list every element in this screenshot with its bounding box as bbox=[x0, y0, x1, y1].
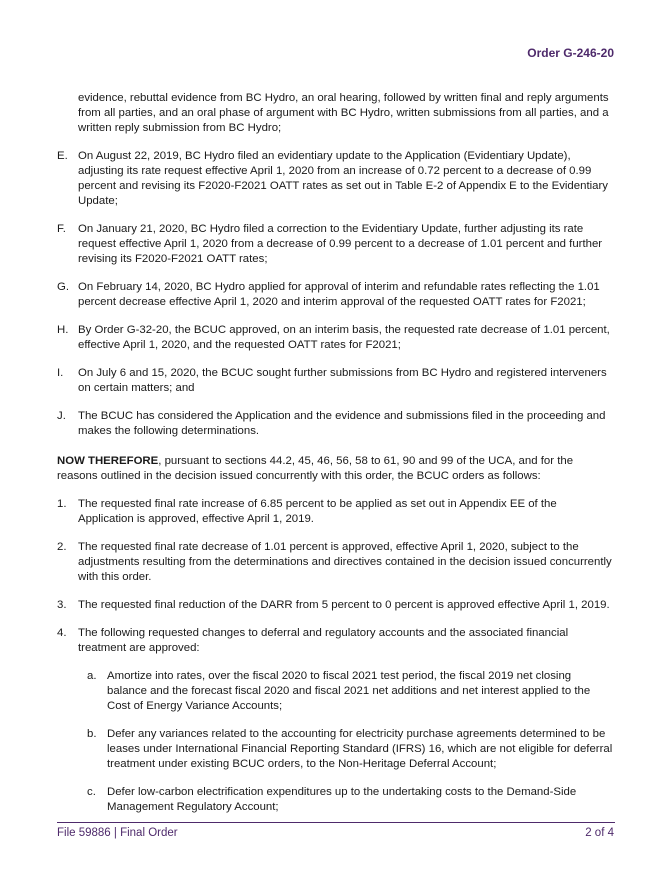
recital-text: On July 6 and 15, 2020, the BCUC sought further submissions from BC Hydro and registered interveners on certain matters; and bbox=[78, 367, 607, 394]
now-therefore-paragraph bbox=[57, 454, 614, 484]
recital-label: F. bbox=[57, 223, 66, 235]
footer-page-number: 2 of 4 bbox=[585, 827, 614, 839]
sub-order-label: a. bbox=[87, 670, 97, 682]
order-3 bbox=[57, 598, 614, 613]
recital-i bbox=[57, 366, 614, 396]
sub-order-c bbox=[57, 785, 614, 815]
recital-text: The BCUC has considered the Application and the evidence and submissions filed in the proceeding and makes the following determinations. bbox=[78, 410, 606, 437]
sub-order-b bbox=[57, 727, 614, 772]
now-therefore-lead: NOW THEREFORE bbox=[57, 455, 159, 467]
sub-order-a bbox=[57, 669, 614, 714]
order-2 bbox=[57, 540, 614, 585]
document-body bbox=[57, 91, 614, 815]
recital-text: On February 14, 2020, BC Hydro applied for approval of interim and refundable rates reflecting the 1.01 percent decrease effective April 1, 2020 and interim approval of the requested OATT rates for F2021; bbox=[78, 281, 600, 308]
recital-label: J. bbox=[57, 410, 66, 422]
sub-order-text: Amortize into rates, over the fiscal 2020 to fiscal 2021 test period, the fiscal 2019 net closing balance and the forecast fiscal 2020 and fiscal 2021 net additions and net interest applied to the Cost of Energy Variance Accounts; bbox=[107, 670, 591, 712]
order-label: 1. bbox=[57, 498, 67, 510]
recital-d-continuation: evidence, rebuttal evidence from BC Hydro, an oral hearing, followed by written final and reply arguments from all parties, and an oral phase of argument with BC Hydro, written submissions from all parties, and a written reply submission from BC Hydro; bbox=[78, 92, 609, 134]
footer-divider bbox=[57, 822, 615, 823]
sub-order-label: b. bbox=[87, 728, 97, 740]
recital-text: On August 22, 2019, BC Hydro filed an evidentiary update to the Application (Evidentiary Update), adjusting its rate request effective April 1, 2020 from an increase of 0.72 percent to a decrease of 0.99 percent and revising its F2020-F2021 OATT rates as set out in Table E-2 of Appendix E to the Evidentiary Update; bbox=[78, 150, 608, 207]
recital-label: E. bbox=[57, 150, 68, 162]
footer-file-reference: File 59886 | Final Order bbox=[57, 827, 178, 839]
now-therefore-text: , pursuant to sections 44.2, 45, 46, 56, 58 to 61, 90 and 99 of the UCA, and for the reasons outlined in the decision issued concurrently with this order, the BCUC orders as follows: bbox=[57, 455, 574, 482]
recital-f bbox=[57, 222, 614, 267]
order-text: The requested final rate increase of 6.85 percent to be applied as set out in Appendix EE of the Application is approved, effective April 1, 2019. bbox=[78, 498, 557, 525]
recital-g bbox=[57, 280, 614, 310]
order-label: 4. bbox=[57, 627, 67, 639]
order-number: Order G-246-20 bbox=[527, 46, 614, 60]
sub-order-text: Defer any variances related to the accounting for electricity purchase agreements determined to be leases under International Financial Reporting Standard (IFRS) 16, which are not eligible for deferral treatment under existing BCUC orders, to the Non-Heritage Deferral Account; bbox=[107, 728, 613, 770]
sub-order-text: Defer low-carbon electrification expenditures up to the undertaking costs to the Demand-Side Management Regulatory Account; bbox=[107, 786, 577, 813]
sub-order-label: c. bbox=[87, 786, 96, 798]
order-label: 2. bbox=[57, 541, 67, 553]
recital-e bbox=[57, 149, 614, 209]
recital-h bbox=[57, 323, 614, 353]
order-text: The requested final rate decrease of 1.01 percent is approved, effective April 1, 2020, subject to the adjustments resulting from the determinations and directives contained in the decision issued concurrently with this order. bbox=[78, 541, 612, 583]
order-4 bbox=[57, 626, 614, 656]
recital-label: H. bbox=[57, 324, 69, 336]
recital-text: On January 21, 2020, BC Hydro filed a correction to the Evidentiary Update, further adjusting its rate request effective April 1, 2020 from a decrease of 0.99 percent to a decrease of 1.01 percent and further revising its F2020-F2021 OATT rates; bbox=[78, 223, 603, 265]
recital-text: By Order G-32-20, the BCUC approved, on an interim basis, the requested rate decrease of 1.01 percent, effective April 1, 2020, and the requested OATT rates for F2021; bbox=[78, 324, 610, 351]
recital-j bbox=[57, 409, 614, 439]
order-text: The following requested changes to deferral and regulatory accounts and the associated financial treatment are approved: bbox=[78, 627, 569, 654]
recital-label: G. bbox=[57, 281, 70, 293]
recital-label: I. bbox=[57, 367, 64, 379]
order-text: The requested final reduction of the DARR from 5 percent to 0 percent is approved effective April 1, 2019. bbox=[78, 599, 610, 611]
order-1 bbox=[57, 497, 614, 527]
order-label: 3. bbox=[57, 599, 67, 611]
